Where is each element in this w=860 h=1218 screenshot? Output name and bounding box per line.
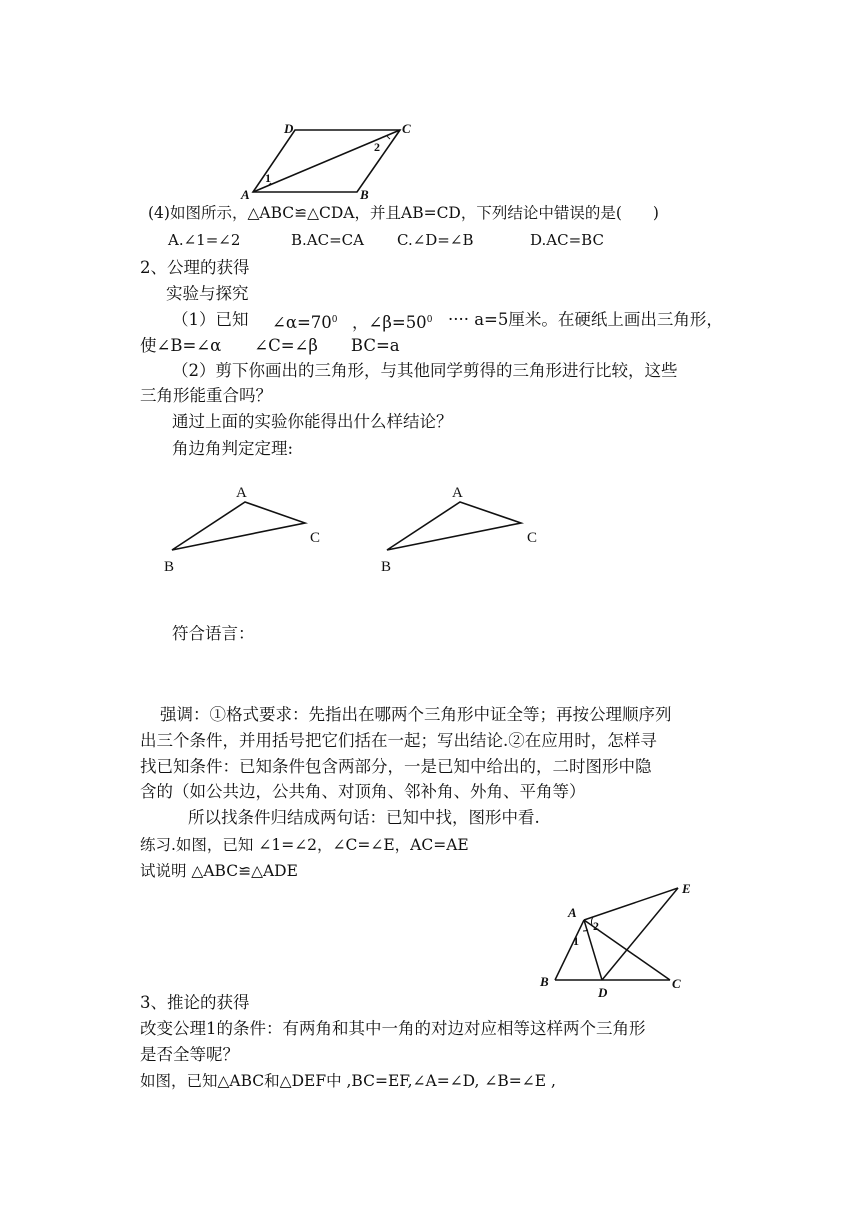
tri2-label-c: C bbox=[527, 530, 538, 546]
tri1-label-b: B bbox=[164, 559, 175, 575]
emphasis-line1: 强调：①格式要求：先指出在哪两个三角形中证全等；再按公理顺序列 bbox=[160, 705, 672, 724]
tri1-label-a: A bbox=[236, 485, 247, 501]
item2-line2: 三角形能重合吗？ bbox=[140, 386, 272, 405]
label-a: A bbox=[241, 187, 250, 202]
practice-label-e: E bbox=[682, 881, 691, 896]
option-c: C.∠D=∠B bbox=[397, 231, 474, 249]
section3-line1: 改变公理1的条件：有两角和其中一角的对边对应相等这样两个三角形 bbox=[140, 1019, 646, 1038]
tri1-label-c: C bbox=[310, 530, 321, 546]
practice-label-c: C bbox=[672, 976, 681, 991]
experiment-title: 实验与探究 bbox=[166, 284, 249, 303]
practice-label-b: B bbox=[540, 974, 549, 989]
summary-line: 所以找条件归结成两句话：已知中找，图形中看. bbox=[188, 808, 540, 827]
tri2-label-a: A bbox=[452, 485, 463, 501]
label-angle-2: 2 bbox=[374, 140, 380, 154]
theorem-label: 角边角判定定理: bbox=[172, 439, 294, 458]
practice-angle-1: 1 bbox=[573, 934, 579, 948]
practice-line2: 试说明 △ABC≌△ADE bbox=[140, 862, 298, 880]
label-b: B bbox=[360, 187, 369, 202]
tri2-label-b: B bbox=[381, 559, 392, 575]
item1-alpha: $\angle\alpha=70^0$ bbox=[272, 313, 338, 332]
option-b: B.AC=CA bbox=[291, 231, 364, 249]
label-c: C bbox=[402, 121, 411, 136]
symbol-language-label: 符合语言： bbox=[172, 624, 255, 643]
item1-line2: 使∠B=∠α ∠C=∠β BC=a bbox=[140, 336, 400, 355]
practice-label-a: A bbox=[568, 905, 577, 920]
q4-text: (4)如图所示，△ABC≌△CDA，并且AB=CD，下列结论中错误的是( ) bbox=[148, 204, 659, 222]
practice-label-d: D bbox=[598, 985, 608, 1000]
label-angle-1: 1 bbox=[265, 171, 271, 185]
section3-line2: 是否全等呢？ bbox=[140, 1045, 239, 1064]
section2-heading: 2、公理的获得 bbox=[140, 258, 250, 277]
practice-line1: 练习.如图，已知 ∠1=∠2，∠C=∠E，AC=AE bbox=[140, 836, 469, 854]
label-d: D bbox=[284, 121, 294, 136]
option-a: A.∠1=∠2 bbox=[168, 231, 241, 249]
option-d: D.AC=BC bbox=[530, 231, 604, 249]
emphasis-line2: 出三个条件，并用括号把它们括在一起；写出结论.②在应用时，怎样寻 bbox=[140, 731, 657, 750]
section3-heading: 3、推论的获得 bbox=[140, 993, 250, 1012]
practice-angle-2: 2 bbox=[593, 919, 599, 933]
item1-rest: ···· a=5厘米。在硬纸上画出三角形， bbox=[448, 310, 723, 329]
emphasis-line4: 含的（如公共边，公共角、对顶角、邻补角、外角、平角等） bbox=[140, 782, 586, 801]
item1-prefix: （1）已知 bbox=[172, 310, 249, 329]
section3-line3: 如图，已知△ABC和△DEF中 ,BC=EF,∠A=∠D, ∠B=∠E , bbox=[140, 1072, 556, 1090]
item2-line1: （2）剪下你画出的三角形，与其他同学剪得的三角形进行比较，这些 bbox=[172, 361, 678, 380]
emphasis-line3: 找已知条件：已知条件包含两部分，一是已知中给出的，二时图形中隐 bbox=[140, 757, 652, 776]
experiment-question: 通过上面的实验你能得出什么样结论？ bbox=[172, 412, 453, 431]
item1-beta: ，$\angle\beta=50^0$ bbox=[352, 313, 433, 332]
